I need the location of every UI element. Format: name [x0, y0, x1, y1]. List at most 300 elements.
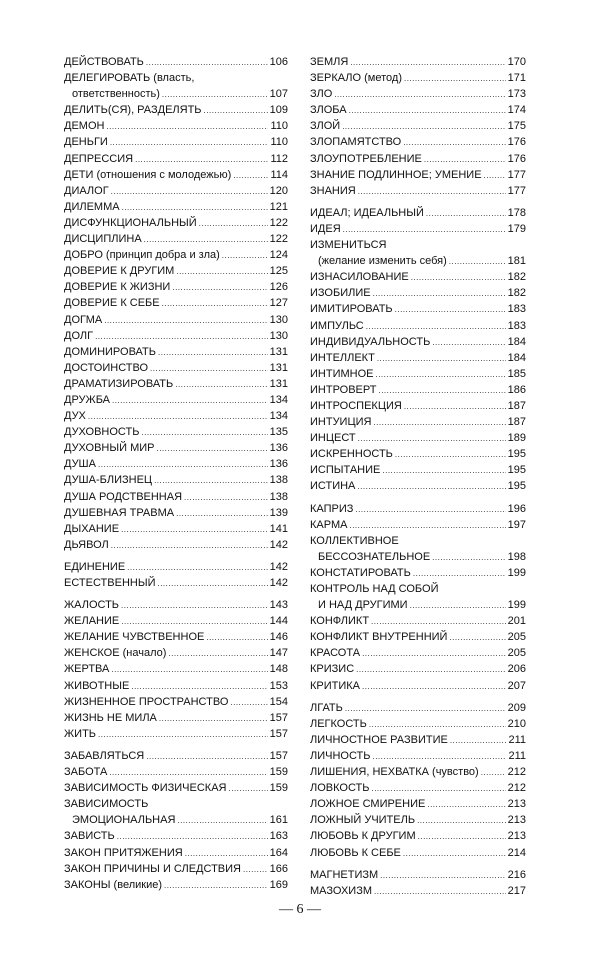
entry-page-number: 163 [269, 830, 288, 843]
dot-leader [175, 377, 267, 392]
entry-term: ДИАЛОГ [64, 184, 109, 197]
dot-leader [362, 679, 506, 694]
dot-leader [117, 829, 268, 844]
entry-term: ДИСФУНКЦИОНАЛЬНЫЙ [64, 216, 197, 229]
dot-leader [135, 152, 268, 167]
index-entry [310, 645, 526, 661]
entry-term: ДОМИНИРОВАТЬ [64, 345, 156, 358]
entry-page-number: 134 [269, 410, 288, 423]
dot-leader [449, 630, 505, 645]
entry-page-number: 195 [507, 448, 526, 461]
entry-term: МАЗОХИЗМ [310, 884, 373, 897]
entry-page-number: 109 [269, 104, 288, 117]
entry-term: ЖЕЛАНИЕ ЧУВСТВЕННОЕ [64, 631, 205, 644]
dot-leader [366, 319, 506, 334]
index-entry [310, 661, 526, 677]
entry-page-number: 164 [269, 846, 288, 859]
entry-term: ЛОЖНОЕ СМИРЕНИЕ [310, 798, 426, 811]
entry-page-number: 159 [269, 782, 288, 795]
dot-leader [418, 829, 506, 844]
index-entry [310, 845, 526, 861]
dot-leader [410, 598, 506, 613]
index-entry [64, 183, 288, 199]
entry-term: КРАСОТА [310, 647, 361, 660]
index-entry [310, 828, 526, 844]
dot-leader [349, 518, 505, 533]
index-entry [64, 645, 288, 661]
index-entry [64, 344, 288, 360]
dot-leader [411, 270, 506, 285]
dot-leader [158, 345, 268, 360]
index-entry [310, 301, 526, 317]
entry-term: ИДЕЯ [310, 222, 341, 235]
entry-page-number: 195 [507, 480, 526, 493]
index-entry [310, 533, 526, 565]
dot-leader [127, 560, 267, 575]
entry-page-number: 159 [269, 766, 288, 779]
entry-term: ДОЛГ [64, 329, 94, 342]
index-entry [64, 70, 288, 102]
entry-page-number: 207 [507, 679, 526, 692]
entry-page-number: 216 [507, 868, 526, 881]
index-entry [310, 269, 526, 285]
dot-leader [362, 646, 506, 661]
entry-page-number: 130 [269, 313, 288, 326]
entry-term: ЗНАНИЕ ПОДЛИННОЕ; УМЕНИЕ [310, 168, 482, 181]
dot-leader [112, 393, 268, 408]
entry-page-number: 157 [269, 711, 288, 724]
entry-term: ЗЛОЙ [310, 120, 341, 133]
entry-term: ДЕЛЕГИРОВАТЬ (власть, [64, 72, 195, 85]
entry-page-number: 134 [269, 393, 288, 406]
entry-page-number: 170 [507, 56, 526, 68]
entry-page-number: 197 [507, 518, 526, 531]
dot-leader [375, 367, 505, 382]
entry-term: ЛЮБОВЬ К СЕБЕ [310, 846, 401, 859]
index-entry [64, 231, 288, 247]
index-entry [310, 478, 526, 494]
entry-page-number: 211 [508, 749, 526, 762]
entry-page-number: 131 [269, 361, 288, 374]
dot-leader [111, 662, 267, 677]
index-entry [310, 501, 526, 517]
entry-page-number: 186 [507, 383, 526, 396]
entry-page-number: 142 [269, 577, 288, 589]
index-entry [64, 613, 288, 629]
entry-page-number: 147 [269, 647, 288, 660]
entry-page-number: 106 [269, 56, 288, 68]
entry-page-number: 176 [507, 152, 526, 165]
entry-term: ИСКРЕННОСТЬ [310, 448, 393, 461]
entry-term: ИЗОБИЛИЕ [310, 287, 371, 300]
index-entry [64, 780, 288, 796]
dot-leader [403, 846, 506, 861]
index-entry [310, 565, 526, 581]
index-entry [64, 102, 288, 118]
dot-leader [144, 232, 268, 247]
entry-page-number: 110 [270, 120, 288, 133]
entry-term: КОНСТАТИРОВАТЬ [310, 566, 411, 579]
dot-leader [372, 749, 506, 764]
dot-leader [222, 248, 268, 263]
index-entry [310, 716, 526, 732]
entry-page-number: 211 [508, 733, 526, 746]
index-entry [310, 764, 526, 780]
index-entry [310, 398, 526, 414]
dot-leader [111, 184, 268, 199]
entry-page-number: 143 [269, 599, 288, 612]
entry-page-number: 182 [507, 287, 526, 300]
entry-term: ДУХОВНЫЙ МИР [64, 442, 155, 455]
index-entry [64, 118, 288, 134]
dot-leader [98, 457, 268, 472]
entry-term: ЗАВИСТЬ [64, 830, 115, 843]
entry-page-number: 126 [269, 281, 288, 294]
entry-term: ДУША [64, 458, 96, 471]
index-entry [64, 521, 288, 537]
dot-leader [146, 749, 267, 764]
index-entry [310, 414, 526, 430]
entry-page-number: 213 [507, 814, 526, 827]
index-entry [64, 54, 288, 70]
dot-leader [432, 550, 505, 565]
index-entry [310, 732, 526, 748]
dot-leader [168, 646, 267, 661]
entry-term: ДЕЛИТЬ(СЯ), РАЗДЕЛЯТЬ [64, 104, 202, 117]
entry-page-number: 177 [507, 168, 526, 181]
entry-term: ИСПЫТАНИЕ [310, 464, 381, 477]
dot-leader [172, 280, 267, 295]
dot-leader [206, 630, 267, 645]
index-entry [64, 748, 288, 764]
entry-term: ЗАКОНЫ (великие) [64, 878, 162, 891]
dot-leader [184, 490, 268, 505]
entry-term: МАГНЕТИЗМ [310, 868, 379, 881]
dot-leader [373, 286, 506, 301]
dot-leader [199, 216, 268, 231]
entry-page-number: 138 [269, 474, 288, 487]
entry-term: ЖЕЛАНИЕ [64, 615, 120, 628]
entry-term: ЛОВКОСТЬ [310, 782, 370, 795]
entry-term: ДЕПРЕССИЯ [64, 152, 134, 165]
dot-leader [110, 135, 269, 150]
entry-term: ИНТИМНОЕ [310, 367, 374, 380]
entry-page-number: 136 [269, 442, 288, 455]
dot-leader [395, 302, 506, 317]
entry-term: ЗАКОН ПРИТЯЖЕНИЯ [64, 846, 183, 859]
dot-leader [484, 168, 506, 183]
dot-leader [121, 522, 268, 537]
index-entry [64, 328, 288, 344]
entry-page-number: 135 [269, 426, 288, 439]
entry-term: ИНТРОСПЕКЦИЯ [310, 399, 402, 412]
dot-leader [371, 781, 505, 796]
index-entry [64, 537, 288, 553]
entry-page-number: 217 [507, 884, 526, 897]
entry-term: ЖАЛОСТЬ [64, 599, 120, 612]
index-entry [310, 796, 526, 812]
index-entry [64, 861, 288, 877]
dot-leader [157, 576, 267, 591]
entry-page-number: 138 [269, 490, 288, 503]
entry-page-number: 189 [507, 432, 526, 445]
dot-leader [380, 868, 505, 883]
index-entry [310, 334, 526, 350]
index-entry [64, 828, 288, 844]
entry-page-number: 107 [269, 88, 288, 101]
entry-page-number: 183 [507, 303, 526, 316]
entry-term: ДРАМАТИЗИРОВАТЬ [64, 377, 174, 390]
entry-term: И НАД ДРУГИМИ [318, 599, 408, 612]
entry-term: ИНТЕЛЛЕКТ [310, 351, 375, 364]
index-entry [310, 118, 526, 134]
entry-page-number: 182 [507, 271, 526, 284]
entry-page-number: 112 [270, 152, 288, 165]
dot-leader [131, 679, 267, 694]
dot-leader [374, 884, 506, 899]
index-entry [310, 812, 526, 828]
index-entry [64, 440, 288, 456]
index-entry [64, 424, 288, 440]
index-entry [64, 472, 288, 488]
entry-term: ДИСЦИПЛИНА [64, 233, 142, 246]
entry-term: ЭМОЦИОНАЛЬНАЯ [72, 814, 176, 827]
entry-page-number: 171 [507, 72, 526, 85]
entry-page-number: 209 [507, 701, 526, 714]
index-entry [310, 54, 526, 70]
index-entry [64, 489, 288, 505]
dot-leader [432, 335, 505, 350]
entry-term: БЕССОЗНАТЕЛЬНОЕ [318, 550, 431, 563]
entry-page-number: 148 [269, 663, 288, 676]
dot-leader [373, 415, 505, 430]
index-entry [64, 295, 288, 311]
entry-term: ЖЕРТВА [64, 663, 110, 676]
index-entry [310, 430, 526, 446]
entry-term: ЛЮБОВЬ К ДРУГИМ [310, 830, 416, 843]
entry-page-number: 212 [507, 782, 526, 795]
dot-leader [121, 614, 267, 629]
dot-leader [106, 119, 268, 134]
entry-term: ДУШЕВНАЯ ТРАВМА [64, 506, 175, 519]
entry-page-number: 130 [269, 329, 288, 342]
dot-leader [404, 399, 506, 414]
entry-term: ИСТИНА [310, 480, 356, 493]
entry-term: ДЕТИ (отношения с молодежью) [64, 168, 232, 181]
index-entry [310, 883, 526, 899]
entry-page-number: 142 [269, 560, 288, 573]
entry-term: ИДЕАЛ; ИДЕАЛЬНЫЙ [310, 206, 424, 219]
dot-leader [358, 184, 506, 199]
dot-leader [176, 506, 268, 521]
dot-leader [95, 329, 268, 344]
dot-leader [88, 409, 268, 424]
index-entry [310, 221, 526, 237]
dot-leader [413, 566, 506, 581]
index-entry [310, 462, 526, 478]
entry-page-number: 124 [269, 249, 288, 262]
index-entry [64, 167, 288, 183]
entry-page-number: 114 [270, 168, 288, 181]
entry-page-number: 144 [269, 615, 288, 628]
entry-term: (желание изменить себя) [318, 255, 447, 268]
index-entry [64, 877, 288, 893]
entry-term: ЛИЧНОСТНОЕ РАЗВИТИЕ [310, 733, 448, 746]
dot-leader [350, 55, 505, 70]
entry-page-number: 146 [269, 631, 288, 644]
index-entry [310, 350, 526, 366]
entry-term: ДОВЕРИЕ К СЕБЕ [64, 297, 160, 310]
entry-term: ИНЦЕСТ [310, 432, 356, 445]
dot-leader [159, 711, 268, 726]
entry-term: ЗАБОТА [64, 766, 108, 779]
entry-term: КОНТРОЛЬ НАД СОБОЙ [310, 583, 439, 595]
entry-term: ЗЕМЛЯ [310, 56, 349, 68]
entry-term: ДОБРО (принцип добра и зла) [64, 249, 220, 262]
index-entry [64, 661, 288, 677]
entry-page-number: 157 [269, 727, 288, 740]
dot-leader [427, 797, 505, 812]
entry-term: ЛОЖНЫЙ УЧИТЕЛЬ [310, 814, 416, 827]
entry-page-number: 173 [507, 88, 526, 101]
entry-page-number: 127 [269, 297, 288, 310]
index-entry [64, 247, 288, 263]
entry-page-number: 205 [507, 631, 526, 644]
index-entry [64, 559, 288, 575]
entry-page-number: 110 [270, 136, 288, 149]
index-entry [310, 205, 526, 221]
entry-page-number: 154 [269, 695, 288, 708]
dot-leader [121, 598, 268, 613]
index-entry [310, 629, 526, 645]
index-entry [310, 102, 526, 118]
entry-page-number: 175 [507, 120, 526, 133]
index-entry [64, 575, 288, 591]
entry-term: ЗАКОН ПРИЧИНЫ И СЛЕДСТВИЯ [64, 862, 241, 875]
index-entry [64, 376, 288, 392]
index-entry [64, 505, 288, 521]
dot-leader [104, 313, 267, 328]
index-entry [310, 613, 526, 629]
entry-term: ЗНАНИЯ [310, 184, 356, 197]
entry-page-number: 157 [269, 749, 288, 762]
index-entry [64, 215, 288, 231]
dot-leader [417, 813, 506, 828]
dot-leader [357, 479, 505, 494]
index-entry [310, 151, 526, 167]
entry-term: ЕДИНЕНИЕ [64, 560, 126, 573]
entry-term: ЗАБАВЛЯТЬСЯ [64, 749, 145, 762]
dot-leader [371, 614, 506, 629]
dot-leader [141, 425, 267, 440]
entry-page-number: 187 [507, 399, 526, 412]
dot-leader [356, 662, 505, 677]
index-entry [64, 796, 288, 828]
entry-page-number: 178 [507, 206, 526, 219]
dot-leader [156, 441, 267, 456]
entry-page-number: 177 [507, 184, 526, 197]
index-entry [64, 392, 288, 408]
index-entry [310, 382, 526, 398]
dot-leader [177, 813, 267, 828]
entry-term: ЛИЧНОСТЬ [310, 749, 371, 762]
index-entry [64, 710, 288, 726]
index-entry [310, 867, 526, 883]
entry-term: КРИЗИС [310, 663, 355, 676]
entry-term: ИЗМЕНИТЬСЯ [310, 239, 387, 252]
entry-term: ЖЕНСКОЕ (начало) [64, 647, 167, 660]
dot-leader [349, 103, 506, 118]
dot-leader [162, 87, 268, 102]
entry-page-number: 169 [269, 878, 288, 891]
index-entry [310, 183, 526, 199]
entry-term: ЖИЗНЬ НЕ МИЛА [64, 711, 157, 724]
entry-term: ДРУЖБА [64, 393, 111, 406]
entry-page-number: 166 [269, 862, 288, 875]
entry-term: ЗАВИСИМОСТЬ ФИЗИЧЕСКАЯ [64, 782, 227, 795]
index-entry [64, 726, 288, 742]
entry-term: ДЕЙСТВОВАТЬ [64, 56, 144, 68]
entry-term: ИНТУИЦИЯ [310, 416, 372, 429]
entry-term: ЗЛОПАМЯТСТВО [310, 136, 402, 149]
dot-leader [449, 254, 506, 269]
entry-page-number: 183 [507, 319, 526, 332]
entry-term: ЗЛО [310, 88, 333, 101]
dot-leader [122, 200, 268, 215]
entry-term: ИНТРОВЕРТ [310, 383, 377, 396]
entry-term: ДУХОВНОСТЬ [64, 426, 140, 439]
entry-page-number: 205 [507, 647, 526, 660]
index-entry [64, 312, 288, 328]
index-entry [64, 678, 288, 694]
dot-leader [345, 701, 506, 716]
index-entry [64, 279, 288, 295]
entry-page-number: 181 [507, 255, 526, 268]
entry-term: ЛИШЕНИЯ, НЕХВАТКА (чувство) [310, 766, 479, 779]
entry-page-number: 176 [507, 136, 526, 149]
index-entry [310, 446, 526, 462]
entry-page-number: 195 [507, 464, 526, 477]
entry-term: ДУША РОДСТВЕННАЯ [64, 490, 183, 503]
index-entry [64, 360, 288, 376]
index-entry [64, 199, 288, 215]
entry-page-number: 153 [269, 679, 288, 692]
dot-leader [426, 206, 506, 221]
entry-page-number: 141 [269, 522, 288, 535]
entry-term: ЖИТЬ [64, 727, 97, 740]
entry-term: ДОВЕРИЕ К ЖИЗНИ [64, 281, 171, 294]
index-column-right [310, 54, 526, 899]
entry-term: ЛГАТЬ [310, 701, 343, 714]
index-entry [310, 678, 526, 694]
entry-page-number: 122 [269, 216, 288, 229]
dot-leader [403, 135, 505, 150]
entry-page-number: 179 [507, 222, 526, 235]
entry-page-number: 196 [507, 502, 526, 515]
entry-page-number: 131 [269, 377, 288, 390]
index-entry [310, 517, 526, 533]
entry-page-number: 201 [507, 615, 526, 628]
entry-term: ДУХ [64, 410, 86, 423]
dot-leader [343, 222, 506, 237]
entry-term: ДЬЯВОЛ [64, 538, 109, 551]
entry-page-number: 198 [507, 550, 526, 563]
dot-leader [378, 383, 505, 398]
entry-term: КАРМА [310, 518, 348, 531]
dot-leader [369, 717, 506, 732]
entry-page-number: 136 [269, 458, 288, 471]
dot-leader [243, 862, 268, 877]
